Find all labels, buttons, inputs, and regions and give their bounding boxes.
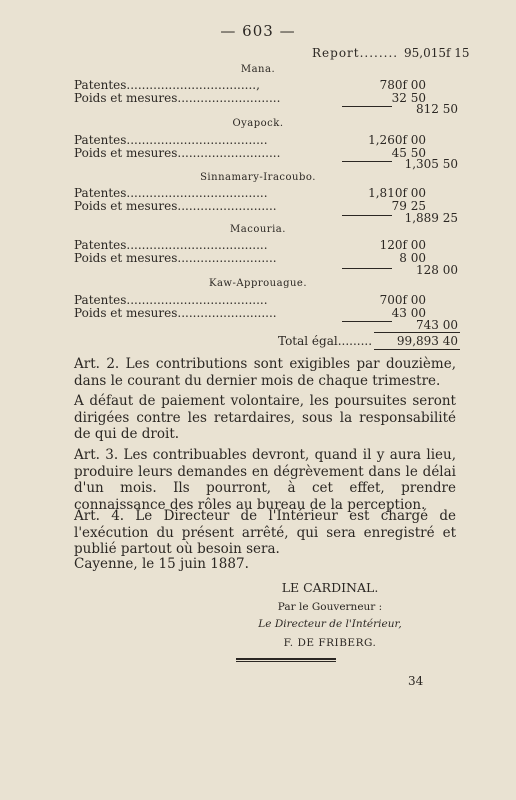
table-row [74,91,426,108]
report-amount: 95,015f 15 [404,46,470,60]
row-amount: 780f 00 [379,78,426,92]
table-row [74,199,426,216]
footer-number: 34 [408,674,424,688]
total-label: Total égal......... [278,334,373,348]
table-row [74,251,426,268]
signature-rule-thin [236,661,336,662]
article-paragraph: A défaut de paiement volontaire, les poursuites seront dirigées contre les retardaires, sous la responsabilité de qui de droit. [74,393,456,443]
section-title: Macouria. [230,224,286,235]
section-title: Kaw-Approuague. [208,278,308,289]
row-amount: 1,260f 00 [368,133,426,147]
subtotal-rule [342,215,392,216]
row-label: Patentes..................................... [74,238,268,252]
row-amount: 120f 00 [379,238,426,252]
total-rule-bottom [374,349,460,350]
table-row [74,146,426,163]
row-amount: 79 25 [391,199,426,213]
row-label: Patentes..................................... [74,133,268,147]
article-paragraph: Art. 2. Les contributions sont exigibles par douzième, dans le courant du dernier mois de chaque trimestre. [74,356,456,389]
row-label: Patentes..................................... [74,293,268,307]
row-label: Poids et mesures.......................... [74,306,277,320]
report-label: Report........ [312,46,399,60]
article-paragraph: Art. 4. Le Directeur de l'Intérieur est chargé de l'exécution du présent arrêté, qui sera enregistré et publié partout où besoin sera. [74,508,456,558]
row-label: Poids et mesures........................... [74,146,281,160]
article-paragraph: Art. 3. Les contribuables devront, quand il y aura lieu, produire leurs demandes en dégrèvement dans le délai d'un mois. Ils pourront, à cet effet, prendre connaissance des rôles au bureau de la perception. [74,447,456,513]
total-amount: 99,893 40 [396,334,458,348]
section-title: Oyapock. [232,118,284,129]
signature-line-1: Par le Gouverneur : [277,601,383,613]
total-rule-top [374,332,460,333]
signature-line-3: F. DE FRIBERG. [283,637,377,649]
section-title: Mana. [240,64,276,75]
section-title: Sinnamary-Iracoubo. [200,172,316,183]
row-label: Poids et mesures.......................... [74,199,277,213]
subtotal-rule [342,268,392,269]
subtotal: 128 00 [416,263,458,277]
subtotal: 1,305 50 [404,157,458,171]
table-row [74,306,426,323]
row-label: Poids et mesures........................... [74,91,281,105]
page-number: — 603 — [220,22,296,40]
row-amount: 45 50 [391,146,426,160]
row-amount: 700f 00 [379,293,426,307]
report-line [312,46,470,60]
row-amount: 32 50 [391,91,426,105]
total-line [278,334,372,348]
row-label: Patentes..................................... [74,186,268,200]
row-amount: 1,810f 00 [368,186,426,200]
signature-line-2: Le Directeur de l'Intérieur, [258,618,402,630]
row-amount: 8 00 [399,251,426,265]
subtotal-rule [342,161,392,162]
signature-name: LE CARDINAL. [281,580,379,595]
row-amount: 43 00 [391,306,426,320]
subtotal: 743 00 [416,318,458,332]
subtotal: 1,889 25 [404,211,458,225]
row-label: Patentes.................................., [74,78,260,92]
signature-rule [236,658,336,660]
subtotal: 812 50 [416,102,458,116]
subtotal-rule [342,106,392,107]
subtotal-rule [342,321,392,322]
dateline: Cayenne, le 15 juin 1887. [74,556,249,572]
row-label: Poids et mesures.......................... [74,251,277,265]
